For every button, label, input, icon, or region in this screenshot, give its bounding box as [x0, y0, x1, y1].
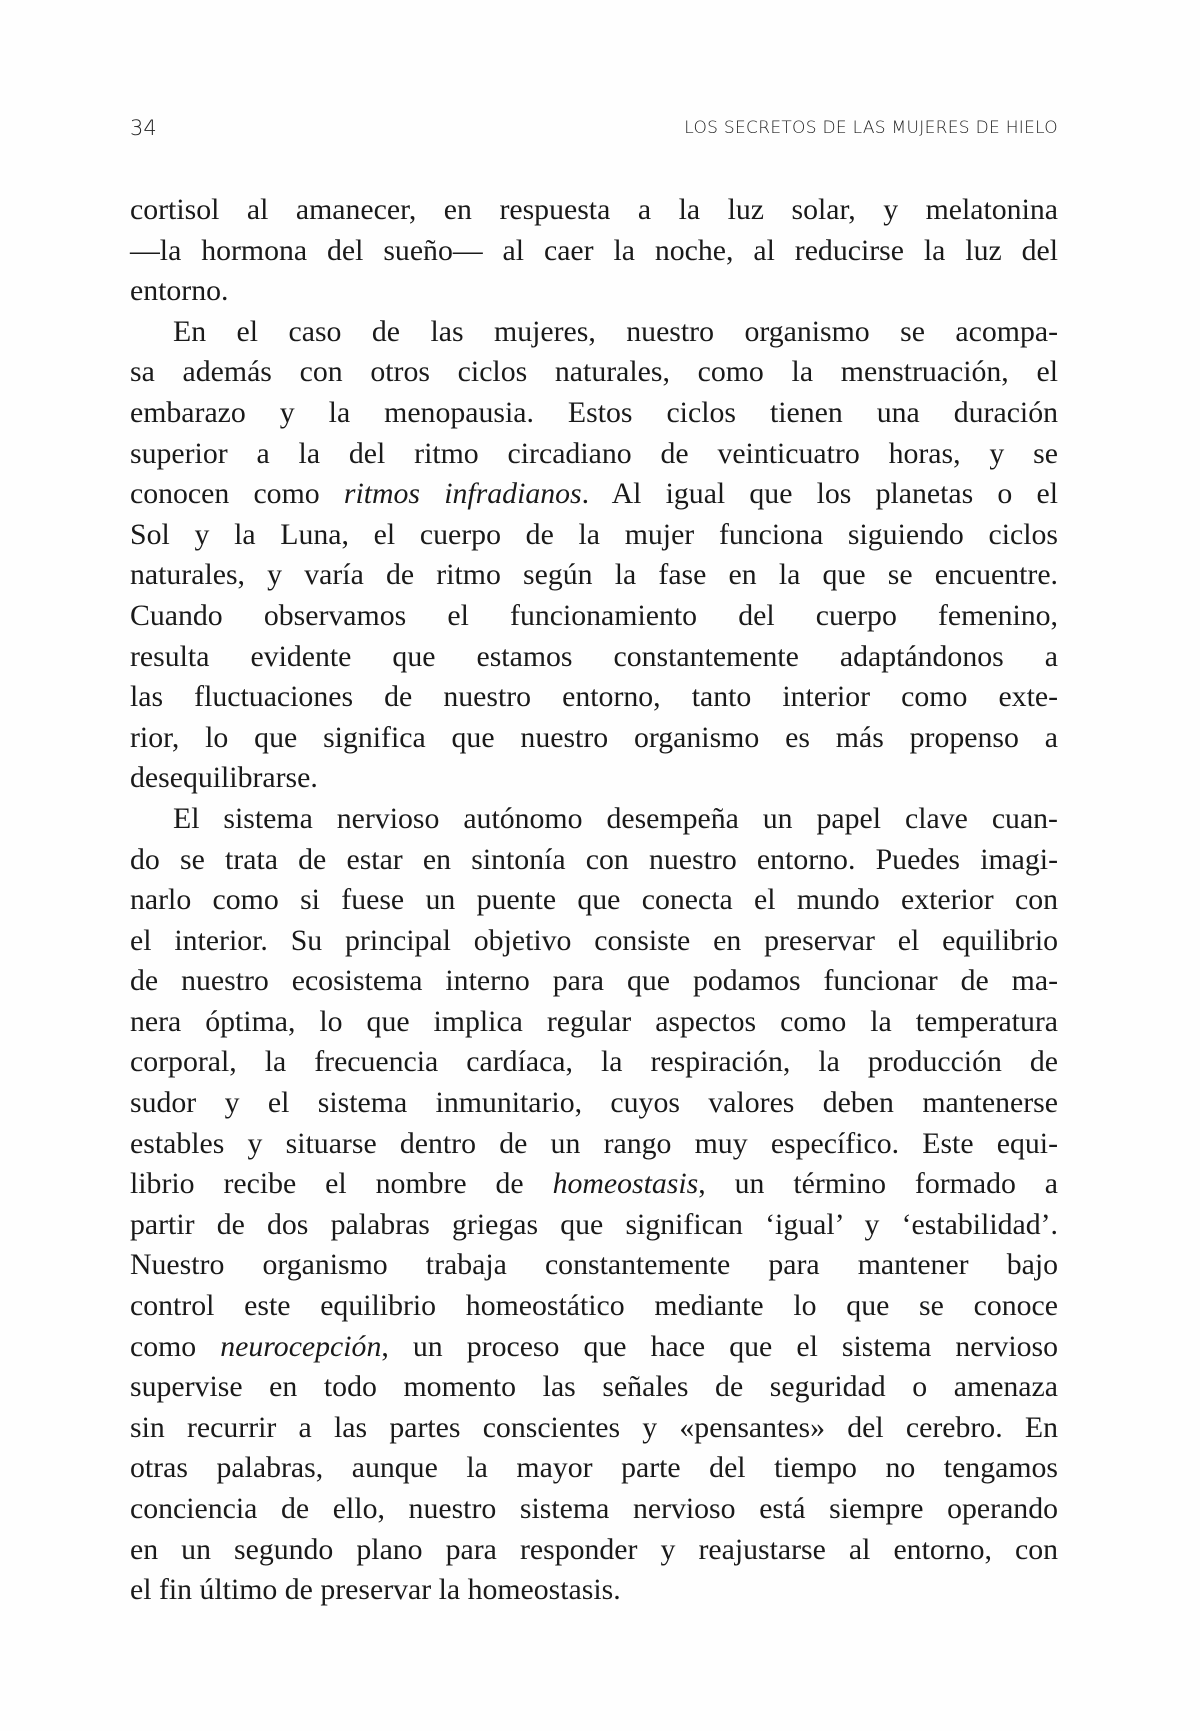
italic-term: neurocepción	[220, 1329, 382, 1363]
text-line: otras palabras, aunque la mayor parte del tiempo no tengamos	[130, 1451, 1058, 1485]
text-line: en un segundo plano para responder y reajustarse al entorno, con	[130, 1532, 1058, 1566]
text-line	[130, 1327, 1058, 1368]
text-line: El sistema nervioso autónomo desempeña un papel clave cuan-	[173, 801, 1058, 835]
text-line: supervise en todo momento las señales de seguridad o amenaza	[130, 1370, 1058, 1404]
text-line: partir de dos palabras griegas que significan ‘igual’ y ‘estabilidad’.	[130, 1207, 1058, 1241]
text-segment: librio recibe el nombre de	[130, 1167, 553, 1201]
text-segment: , un término formado a	[698, 1167, 1059, 1201]
text-line: Sol y la Luna, el cuerpo de la mujer funciona siguiendo ciclos	[130, 517, 1058, 551]
text-line: Nuestro organismo trabaja constantemente para mantener bajo	[130, 1248, 1058, 1282]
text-line: narlo como si fuese un puente que conecta el mundo exterior con	[130, 883, 1058, 917]
text-line: nera óptima, lo que implica regular aspectos como la temperatura	[130, 1004, 1058, 1038]
running-head: LOS SECRETOS DE LAS MUJERES DE HIELO	[684, 118, 1058, 138]
text-line: superior a la del ritmo circadiano de veinticuatro horas, y se	[130, 436, 1058, 470]
text-segment: como	[130, 1329, 221, 1363]
text-line: sin recurrir a las partes conscientes y «pensantes» del cerebro. En	[130, 1410, 1058, 1444]
text-line: do se trata de estar en sintonía con nuestro entorno. Puedes imagi-	[130, 842, 1058, 876]
text-line: el fin último de preservar la homeostasis.	[130, 1573, 621, 1607]
text-segment: , un proceso que hace que el sistema nervioso	[381, 1329, 1058, 1363]
text-line: el interior. Su principal objetivo consiste en preservar el equilibrio	[130, 923, 1058, 957]
text-line: —la hormona del sueño— al caer la noche, al reducirse la luz del	[130, 233, 1058, 267]
text-line	[130, 1164, 1058, 1205]
text-segment: . Al igual que los planetas o el	[581, 477, 1058, 511]
text-line: En el caso de las mujeres, nuestro organismo se acompa-	[173, 314, 1058, 348]
text-line	[130, 474, 1058, 515]
text-line: de nuestro ecosistema interno para que podamos funcionar de ma-	[130, 964, 1058, 998]
page-number: 34	[130, 116, 157, 140]
text-line: resulta evidente que estamos constantemente adaptándonos a	[130, 639, 1058, 673]
italic-term: homeostasis	[552, 1167, 699, 1201]
text-line: sa además con otros ciclos naturales, como la menstruación, el	[130, 355, 1058, 389]
text-line: control este equilibrio homeostático mediante lo que se conoce	[130, 1289, 1058, 1323]
text-line: Cuando observamos el funcionamiento del cuerpo femenino,	[130, 598, 1058, 632]
text-line: desequilibrarse.	[130, 761, 318, 795]
text-line: naturales, y varía de ritmo según la fase en la que se encuentre.	[130, 558, 1058, 592]
text-line: las fluctuaciones de nuestro entorno, tanto interior como exte-	[130, 680, 1058, 714]
text-line: rior, lo que significa que nuestro organismo es más propenso a	[130, 720, 1058, 754]
body-text	[130, 190, 1058, 1611]
text-line: conciencia de ello, nuestro sistema nervioso está siempre operando	[130, 1492, 1058, 1525]
text-line: cortisol al amanecer, en respuesta a la luz solar, y melatonina	[130, 193, 1058, 226]
text-line: entorno.	[130, 274, 229, 308]
italic-term: ritmos infradianos	[343, 477, 582, 511]
text-line: estables y situarse dentro de un rango muy específico. Este equi-	[130, 1126, 1058, 1160]
text-segment: conocen como	[130, 477, 344, 511]
page-header	[130, 116, 1058, 146]
text-line: sudor y el sistema inmunitario, cuyos valores deben mantenerse	[130, 1086, 1058, 1120]
text-line: embarazo y la menopausia. Estos ciclos tienen una duración	[130, 395, 1058, 429]
text-line: corporal, la frecuencia cardíaca, la respiración, la producción de	[130, 1045, 1058, 1079]
